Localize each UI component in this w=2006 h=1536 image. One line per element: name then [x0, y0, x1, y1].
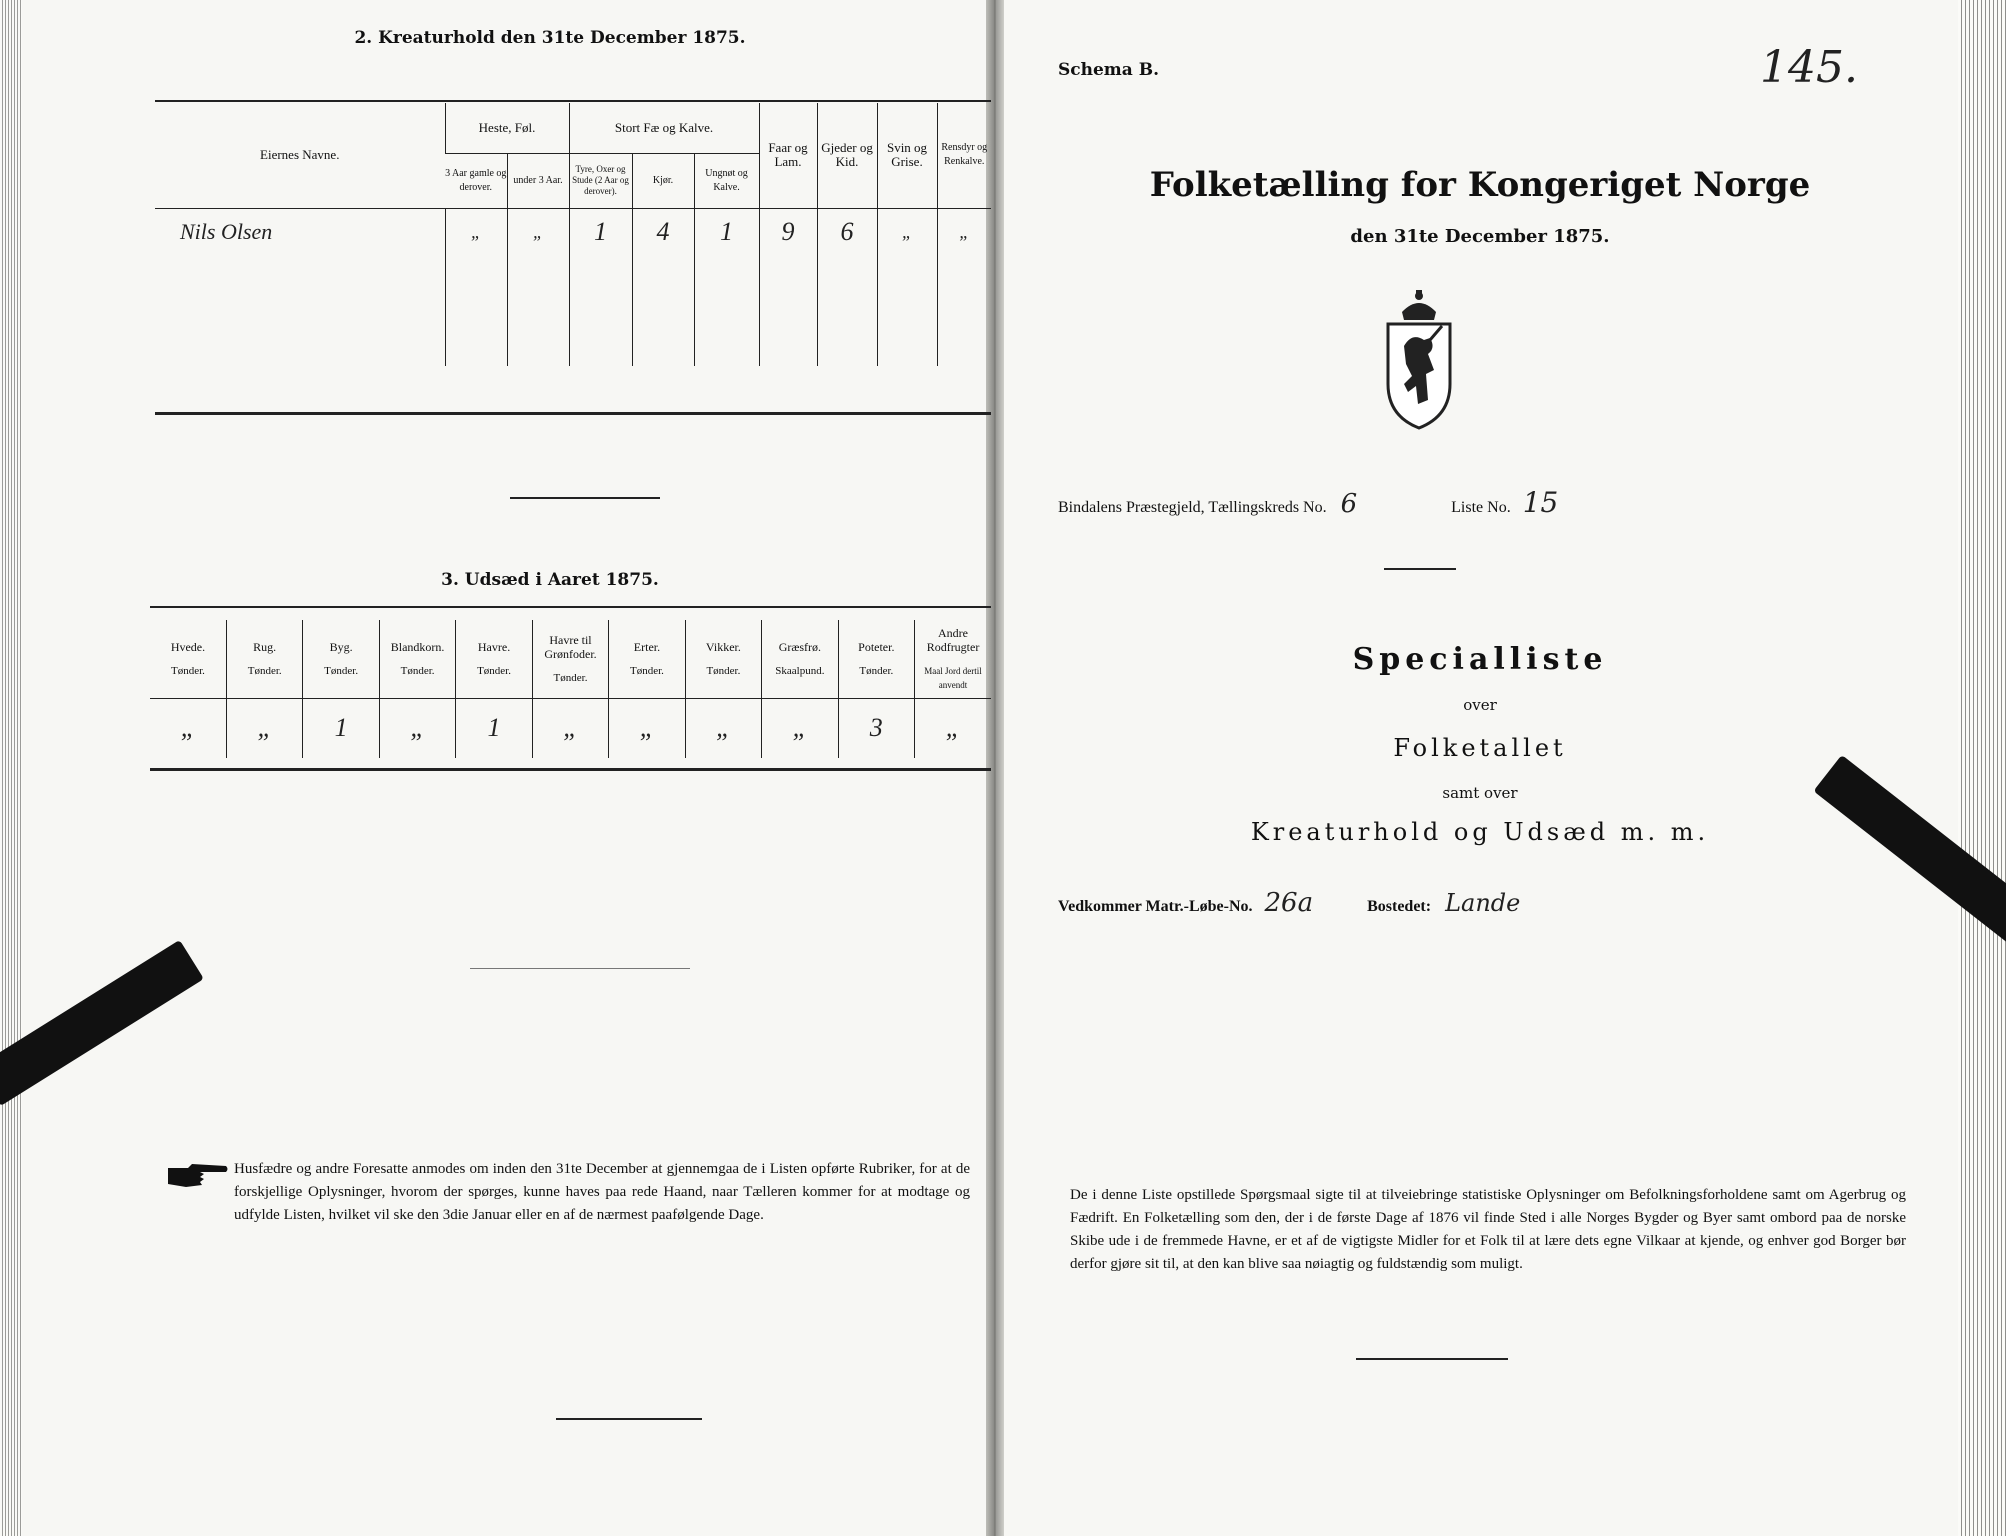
matr-value: 26a	[1264, 888, 1314, 918]
matrikkel-line	[1058, 888, 1520, 918]
col-sheep: Faar og Lam.	[759, 103, 817, 208]
seed-table-top-rule	[150, 606, 991, 608]
livestock-table	[155, 103, 991, 366]
col-horses: Heste, Føl.	[445, 103, 569, 153]
seed-value: 1	[456, 698, 532, 758]
over-text: over	[1463, 696, 1497, 714]
seed-value: „	[532, 698, 608, 758]
section3-title: 3. Udsæd i Aaret 1875.	[441, 570, 659, 590]
col-goats: Gjeder og Kid.	[817, 103, 877, 208]
seed-value: „	[379, 698, 455, 758]
seed-table	[150, 620, 991, 758]
matr-label: Vedkommer Matr.-Løbe-No.	[1058, 898, 1253, 915]
district-label: Tællingskreds No.	[1208, 499, 1327, 516]
seed-col-header	[915, 620, 991, 698]
seed-col-name: Havre til Grønfoder.	[544, 632, 597, 661]
seed-col-header	[303, 620, 379, 698]
col-cattle-bulls: Tyre, Oxer og Stude (2 Aar og derover).	[569, 153, 632, 208]
col-owner: Eiernes Navne.	[260, 147, 340, 163]
seed-col-unit: Tønder.	[477, 664, 511, 677]
col-reindeer: Rensdyr og Renkalve.	[937, 103, 991, 208]
section2-title: 2. Kreaturhold den 31te December 1875.	[354, 28, 746, 48]
col-pigs: Svin og Grise.	[877, 103, 937, 208]
parish-line	[1058, 486, 1558, 519]
col-horses-under3: under 3 Aar.	[507, 153, 569, 208]
cattle-cows-value: 4	[632, 208, 694, 256]
explanation-paragraph: De i denne Liste opstillede Spørgsmaal sigte til at tilveiebringe statistiske Oplysninger om Befolkningsforholdene samt om Agerbrug og Fædrift. En Folketælling som den, der i de første Dage af 1876 vil finde Sted i alle Norges Bygder og Byer samt ombord paa de norske Skibe ude i de fremmede Havne, er et af de vigtigste Midler for et Folk til at lære dets egne Vilkaar at kjende, og enhver god Borger bør derfor gjøre sit til, at den kan blive saa nøiagtig og fuldstændig som muligt.	[1070, 1187, 1906, 1272]
seed-col-name: Andre Rodfrugter	[926, 625, 980, 654]
col-cattle-young: Ungnøt og Kalve.	[694, 153, 759, 208]
seed-col-name: Vikker.	[705, 639, 741, 654]
divider	[1384, 568, 1456, 570]
seed-value: 3	[838, 698, 914, 758]
horses-under3-value: „	[507, 208, 569, 256]
seed-col-unit: Tønder.	[247, 664, 282, 677]
table-row	[155, 256, 991, 296]
reindeer-value: „	[937, 208, 991, 256]
pigs-value: „	[877, 208, 937, 256]
divider	[470, 968, 690, 969]
table-row	[155, 336, 991, 366]
seed-col-name: Græsfrø.	[778, 639, 822, 654]
folketallet-text: Folketallet	[1393, 734, 1567, 762]
left-page-edges	[0, 0, 24, 1536]
notice-text: Husfædre og andre Foresatte anmodes om inden den 31te December at gjennemgaa de i Listen opførte Rubriker, for at de forskjellige Oplysninger, hvorom der spørges, kunne haves paa rede Haand, naar Tælleren kommer for at modtage og udfylde Listen, hvilket vil ske den 3die Januar eller en af de nærmest paafølgende Dage.	[234, 1161, 970, 1223]
seed-col-name: Erter.	[633, 639, 661, 654]
seed-value: „	[180, 713, 196, 743]
seed-value: „	[685, 698, 761, 758]
seed-col-name: Blandkorn.	[390, 639, 445, 654]
seed-col-header	[685, 620, 761, 698]
census-date: den 31te December 1875.	[1350, 226, 1610, 247]
district-value: 6	[1340, 489, 1358, 519]
horses-3plus-value: „	[445, 208, 507, 256]
seed-col-header	[609, 620, 685, 698]
divider	[556, 1418, 702, 1420]
seed-col-header	[838, 620, 914, 698]
pointing-hand-icon	[166, 1160, 230, 1190]
special-title: Specialliste	[1352, 642, 1608, 677]
seed-col-header	[226, 620, 302, 698]
col-cattle: Stort Fæ og Kalve.	[569, 103, 759, 153]
table-top-rule	[155, 100, 991, 102]
sheep-value: 9	[759, 208, 817, 256]
seed-value: „	[915, 698, 991, 758]
bosted-label: Bostedet:	[1367, 898, 1432, 915]
parish-label: Bindalens Præstegjeld,	[1058, 499, 1205, 516]
cattle-young-value: 1	[694, 208, 759, 256]
list-label: Liste No.	[1451, 499, 1511, 516]
main-title: Folketælling for Kongeriget Norge	[1149, 165, 1811, 205]
seed-col-unit: Tønder.	[171, 664, 205, 677]
list-value: 15	[1522, 486, 1559, 519]
seed-col-unit: Skaalpund.	[775, 664, 825, 677]
seed-col-header	[762, 620, 838, 698]
seed-value: „	[609, 698, 685, 758]
seed-value: „	[226, 698, 302, 758]
seed-col-unit: Tønder.	[859, 664, 894, 677]
table-row	[150, 698, 991, 758]
seed-col-header	[150, 620, 226, 698]
cattle-bulls-value: 1	[569, 208, 632, 256]
page-number: 145.	[1760, 42, 1858, 93]
seed-table-bottom-rule	[150, 768, 991, 771]
seed-col-name: Havre.	[477, 639, 511, 654]
table-row	[155, 208, 991, 256]
seed-col-unit: Tønder.	[400, 664, 435, 677]
seed-col-name: Rug.	[253, 639, 277, 654]
seed-col-header	[379, 620, 455, 698]
seed-col-header	[532, 620, 608, 698]
seed-value: 1	[303, 698, 379, 758]
samt-over-text: samt over	[1442, 784, 1518, 802]
divider	[510, 497, 660, 499]
seed-col-header	[456, 620, 532, 698]
divider	[1356, 1358, 1508, 1360]
seed-col-unit: Tønder.	[706, 664, 741, 677]
right-page-edges	[1958, 0, 2006, 1536]
table-bottom-rule	[155, 412, 991, 415]
seed-col-name: Poteter.	[858, 639, 895, 654]
seed-col-unit: Maal Jord dertil anvendt	[924, 665, 982, 690]
bosted-value: Lande	[1445, 889, 1521, 917]
schema-label: Schema B.	[1058, 60, 1160, 80]
seed-col-unit: Tønder.	[629, 664, 664, 677]
seed-value: „	[762, 698, 838, 758]
seed-col-name: Byg.	[329, 639, 353, 654]
col-cattle-cows: Kjør.	[632, 153, 694, 208]
seed-col-unit: Tønder.	[324, 664, 359, 677]
table-row	[155, 296, 991, 336]
seed-col-unit: Tønder.	[553, 671, 588, 684]
seed-col-name: Hvede.	[170, 639, 206, 654]
owner-name: Nils Olsen	[180, 219, 273, 245]
coat-of-arms-icon	[1382, 288, 1456, 430]
col-horses-3plus: 3 Aar gamle og derover.	[445, 167, 507, 193]
goats-value: 6	[817, 208, 877, 256]
kreaturhold-text: Kreaturhold og Udsæd m. m.	[1250, 818, 1710, 846]
